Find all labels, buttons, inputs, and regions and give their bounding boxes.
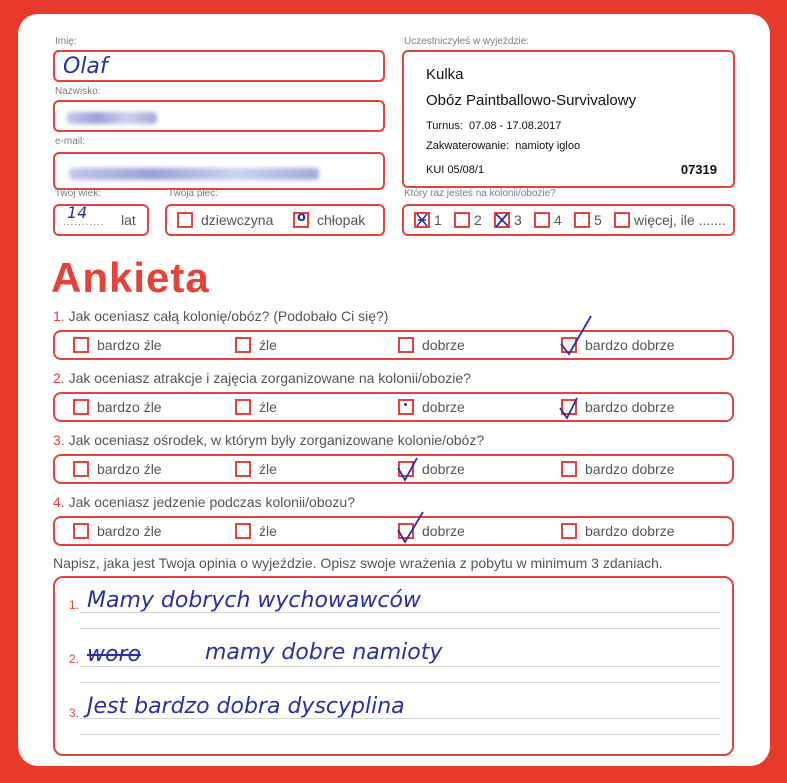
age-dots: ........... — [63, 217, 105, 228]
q1-very-bad-label: bardzo źle — [97, 337, 162, 353]
q2-bad-label: źle — [259, 399, 277, 415]
question-4-options — [53, 516, 734, 546]
q2-very-good-label: bardzo dobrze — [585, 399, 675, 415]
q3-option-bad[interactable] — [235, 461, 277, 477]
q2-option-bad[interactable] — [235, 399, 277, 415]
q2-good-label: dobrze — [422, 399, 465, 415]
question-4-number: 4. — [53, 494, 65, 510]
email-label: e-mail: — [55, 136, 86, 147]
opinion-line-2 — [80, 628, 720, 629]
q3-good-label: dobrze — [422, 461, 465, 477]
q3-very-bad-checkbox[interactable] — [73, 461, 89, 477]
q1-bad-checkbox[interactable] — [235, 337, 251, 353]
q1-option-very-bad[interactable] — [73, 337, 162, 353]
question-4 — [53, 494, 355, 510]
surname-field[interactable] — [53, 100, 385, 132]
q2-option-very-bad[interactable] — [73, 399, 162, 415]
q1-bad-label: źle — [259, 337, 277, 353]
q3-check-mark — [395, 456, 421, 484]
q2-good-checkbox[interactable] — [398, 399, 414, 415]
q2-bad-checkbox[interactable] — [235, 399, 251, 415]
q4-very-bad-checkbox[interactable] — [73, 523, 89, 539]
times-option-more-label: więcej, ile ....... — [634, 212, 726, 228]
accommodation-label: Zakwaterowanie: — [426, 140, 510, 152]
age-unit: lat — [121, 212, 136, 228]
q4-option-very-good[interactable] — [561, 523, 675, 539]
times-option-2-label: 2 — [474, 212, 482, 228]
trip-label: Uczestniczyłeś w wyjeździe: — [404, 36, 530, 47]
q4-good-label: dobrze — [422, 523, 465, 539]
question-2 — [53, 370, 471, 386]
q4-very-good-checkbox[interactable] — [561, 523, 577, 539]
times-label: Który raz jesteś na kolonii/obozie? — [404, 188, 556, 199]
q1-option-bad[interactable] — [235, 337, 277, 353]
q4-option-bad[interactable] — [235, 523, 277, 539]
q3-option-very-good[interactable] — [561, 461, 675, 477]
gender-option-girl-checkbox[interactable] — [177, 212, 193, 228]
q3-bad-label: źle — [259, 461, 277, 477]
times-option-4-checkbox[interactable] — [534, 212, 550, 228]
question-3 — [53, 432, 484, 448]
q2-very-bad-label: bardzo źle — [97, 399, 162, 415]
question-1-options — [53, 330, 734, 360]
age-value: 14 — [67, 203, 88, 222]
opinion-number-3: 3. — [69, 706, 80, 720]
gender-option-boy-label: chłopak — [317, 212, 366, 228]
name-label: Imię: — [55, 36, 77, 47]
question-4-text: Jak oceniasz jedzenie podczas kolonii/obozu? — [68, 494, 355, 510]
email-field[interactable] — [53, 152, 385, 190]
times-option-5-checkbox[interactable] — [574, 212, 590, 228]
opinion-number-2: 2. — [69, 652, 80, 666]
opinion-box[interactable] — [53, 576, 734, 756]
q3-bad-checkbox[interactable] — [235, 461, 251, 477]
q1-good-label: dobrze — [422, 337, 465, 353]
q4-bad-label: źle — [259, 523, 277, 539]
q3-very-good-label: bardzo dobrze — [585, 461, 675, 477]
survey-title: Ankieta — [51, 254, 210, 301]
question-3-number: 3. — [53, 432, 65, 448]
trip-accommodation — [426, 140, 580, 152]
turnus-value: 07.08 - 17.08.2017 — [469, 120, 562, 132]
q1-very-bad-checkbox[interactable] — [73, 337, 89, 353]
times-option-4-label: 4 — [554, 212, 562, 228]
accommodation-value: namioty igloo — [515, 140, 581, 152]
q2-good-dot-mark — [404, 403, 407, 406]
times-option-3-label: 3 — [514, 212, 522, 228]
opinion-crossed-word: woro — [87, 642, 141, 667]
opinion-line-3 — [80, 666, 720, 667]
opinion-answer-1: Mamy dobrych wychowawców — [87, 588, 421, 613]
surname-label: Nazwisko: — [55, 86, 101, 97]
times-option-1-label: 1 — [434, 212, 442, 228]
question-3-options — [53, 454, 734, 484]
opinion-line-6 — [80, 734, 720, 735]
question-1-number: 1. — [53, 308, 65, 324]
survey-sheet — [18, 14, 770, 766]
q1-option-good[interactable] — [398, 337, 465, 353]
name-field[interactable] — [53, 50, 385, 82]
times-1-scribble-mark — [414, 212, 430, 228]
trip-number: 07319 — [680, 162, 717, 177]
gender-field — [165, 204, 385, 236]
q4-check-mark — [395, 510, 427, 546]
times-option-3-checkbox[interactable] — [494, 212, 510, 228]
age-label: Twój wiek: — [55, 188, 102, 199]
times-option-5-label: 5 — [594, 212, 602, 228]
email-redacted — [69, 168, 319, 180]
q3-very-bad-label: bardzo źle — [97, 461, 162, 477]
q4-option-very-bad[interactable] — [73, 523, 162, 539]
opinion-line-4 — [80, 682, 720, 683]
q3-very-good-checkbox[interactable] — [561, 461, 577, 477]
q1-check-mark — [557, 314, 597, 360]
times-option-1-checkbox[interactable] — [414, 212, 430, 228]
opinion-number-1: 1. — [69, 598, 80, 612]
trip-code: KUI 05/08/1 — [426, 164, 485, 176]
opinion-answer-3: Jest bardzo dobra dyscyplina — [87, 694, 405, 719]
q3-option-very-bad[interactable] — [73, 461, 162, 477]
question-1-text: Jak oceniasz całą kolonię/obóz? (Podobało Ci się?) — [68, 308, 389, 324]
times-option-more-checkbox[interactable] — [614, 212, 630, 228]
question-2-text: Jak oceniasz atrakcje i zajęcia zorganizowane na kolonii/obozie? — [68, 370, 471, 386]
gender-option-boy-checkbox[interactable] — [293, 212, 309, 228]
turnus-label: Turnus: — [426, 120, 463, 132]
q2-option-good[interactable] — [398, 399, 465, 415]
q1-very-good-label: bardzo dobrze — [585, 337, 675, 353]
name-value: Olaf — [63, 54, 108, 79]
question-2-options — [53, 392, 734, 422]
q4-very-good-label: bardzo dobrze — [585, 523, 675, 539]
trip-name: Kulka — [426, 66, 464, 83]
q1-good-checkbox[interactable] — [398, 337, 414, 353]
age-field[interactable] — [53, 204, 149, 236]
q4-bad-checkbox[interactable] — [235, 523, 251, 539]
surname-redacted — [67, 112, 157, 124]
gender-boy-mark: o — [297, 210, 306, 225]
times-option-2-checkbox[interactable] — [454, 212, 470, 228]
opinion-prompt: Napisz, jaka jest Twoja opinia o wyjeździe. Opisz swoje wrażenia z pobytu w minimum 3 zdaniach. — [53, 555, 663, 571]
q2-check-mark — [557, 396, 581, 422]
q2-very-bad-checkbox[interactable] — [73, 399, 89, 415]
trip-camp: Obóz Paintballowo-Survivalowy — [426, 92, 637, 109]
question-2-number: 2. — [53, 370, 65, 386]
opinion-answer-2: mamy dobre namioty — [205, 640, 443, 665]
gender-label: Twoja płeć: — [168, 188, 219, 199]
gender-option-girl-label: dziewczyna — [201, 212, 274, 228]
times-3-cross-mark — [494, 212, 510, 228]
trip-turnus — [426, 120, 561, 132]
times-field — [402, 204, 735, 236]
question-1 — [53, 308, 388, 324]
question-3-text: Jak oceniasz ośrodek, w którym były zorganizowane kolonie/obóz? — [68, 432, 485, 448]
q4-very-bad-label: bardzo źle — [97, 523, 162, 539]
trip-info-box — [402, 50, 735, 188]
